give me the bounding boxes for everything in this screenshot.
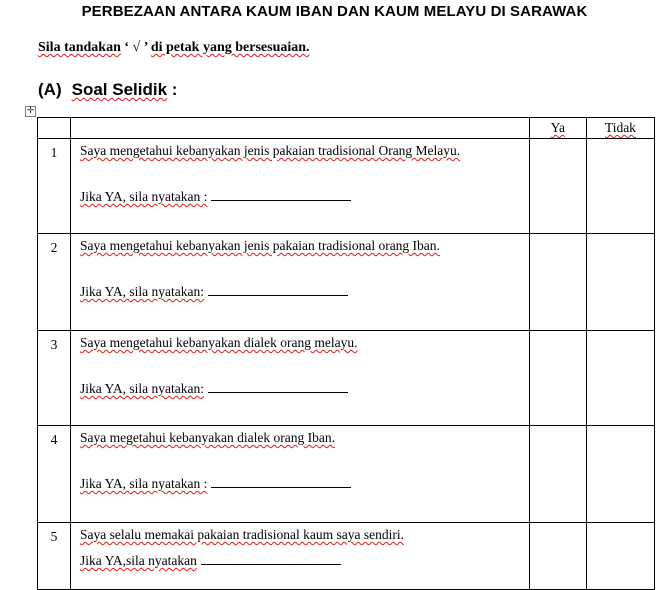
row-number: 3 [38, 331, 71, 426]
followup-prompt: Jika YA,sila nyatakan [80, 553, 521, 569]
table-row [38, 331, 655, 426]
section-colon: : [171, 80, 178, 99]
row-number: 1 [38, 139, 71, 234]
question-cell [71, 234, 530, 331]
yes-checkbox-cell[interactable] [529, 426, 586, 523]
question-text: Saya megetahui kebanyakan dialek orang Iban. [80, 430, 335, 445]
section-letter: (A) [38, 80, 62, 99]
question-text: Saya mengetahui kebanyakan dialek orang melayu. [80, 335, 358, 350]
answer-line[interactable] [208, 284, 348, 296]
survey-table [37, 117, 655, 590]
instruction-suffix: di petak yang bersesuaian. [150, 40, 310, 55]
table-row [38, 426, 655, 523]
followup-prompt: Jika YA, sila nyatakan : [80, 189, 521, 205]
question-text: Saya mengetahui kebanyakan jenis pakaian tradisional Orang Melayu. [80, 143, 461, 158]
answer-line[interactable] [211, 189, 351, 201]
yes-checkbox-cell[interactable] [529, 331, 586, 426]
header-yes: Ya [529, 118, 586, 139]
yes-checkbox-cell[interactable] [529, 234, 586, 331]
followup-prompt: Jika YA, sila nyatakan : [80, 476, 521, 492]
table-header-row [38, 118, 655, 139]
no-checkbox-cell[interactable] [586, 331, 654, 426]
table-row [38, 523, 655, 590]
table-row [38, 139, 655, 234]
question-cell [71, 331, 530, 426]
answer-line[interactable] [211, 476, 351, 488]
question-text: Saya selalu memakai pakaian tradisional kaum saya sendiri. [80, 527, 404, 542]
question-cell [71, 426, 530, 523]
document-title: PERBEZAAN ANTARA KAUM IBAN DAN KAUM MELAYU DI SARAWAK [81, 3, 588, 20]
header-number [38, 118, 71, 139]
followup-prompt: Jika YA, sila nyatakan: [80, 284, 521, 300]
table-row [38, 234, 655, 331]
no-checkbox-cell[interactable] [586, 523, 654, 590]
header-no: Tidak [586, 118, 654, 139]
row-number: 2 [38, 234, 71, 331]
instruction-text [38, 40, 310, 56]
row-number: 4 [38, 426, 71, 523]
instruction-prefix: Sila tandakan [38, 40, 121, 55]
section-heading [38, 80, 177, 100]
row-number: 5 [38, 523, 71, 590]
question-cell [71, 523, 530, 590]
no-checkbox-cell[interactable] [586, 426, 654, 523]
section-title: Soal Selidik [71, 80, 168, 99]
no-checkbox-cell[interactable] [586, 234, 654, 331]
answer-line[interactable] [201, 553, 341, 565]
answer-line[interactable] [208, 381, 348, 393]
tick-mark: ‘ √ ’ [124, 40, 148, 55]
no-checkbox-cell[interactable] [586, 139, 654, 234]
yes-checkbox-cell[interactable] [529, 139, 586, 234]
question-text: Saya mengetahui kebanyakan jenis pakaian tradisional orang Iban. [80, 238, 440, 253]
move-handle-icon[interactable]: ✛ [26, 106, 35, 116]
header-question [71, 118, 530, 139]
question-cell [71, 139, 530, 234]
followup-prompt: Jika YA, sila nyatakan: [80, 381, 521, 397]
yes-checkbox-cell[interactable] [529, 523, 586, 590]
